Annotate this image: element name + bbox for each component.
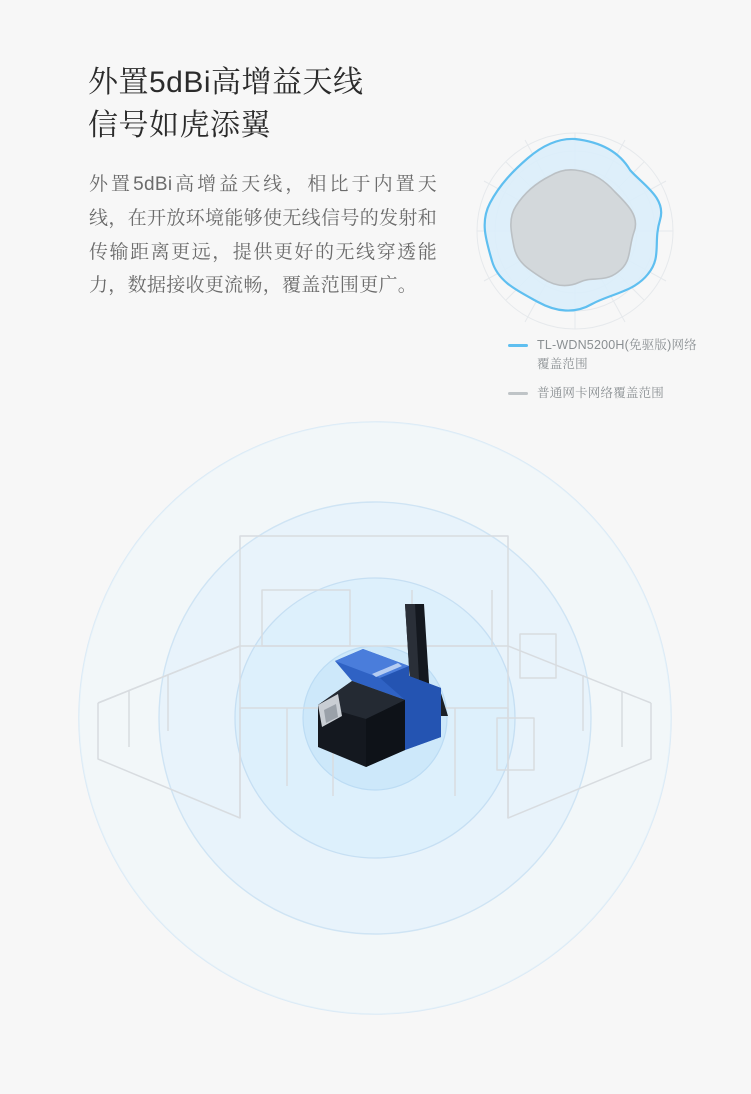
feature-description: 外置5dBi高增益天线，相比于内置天线，在开放环境能够使无线信号的发射和传输距离更远，提供更好的无线穿透能力，数据接收更流畅，覆盖范围更广。 [89,174,437,297]
coverage-radar-chart [470,126,680,336]
scene-svg [0,378,751,1094]
legend-item-product-label: TL-WDN5200H(免驱版)网络覆盖范围 [537,338,697,371]
page-title [88,62,364,147]
room-with-usb-adapter-and-signal-rings [0,378,751,1094]
page-title-line-2: 信号如虎添翼 [88,108,271,142]
coverage-radar-svg [470,126,680,336]
legend-item-ordinary-label: 普通网卡网络覆盖范围 [537,385,665,400]
legend-item-product [508,336,698,374]
page-title-line-1: 外置5dBi高增益天线 [88,66,364,99]
line-swatch-icon [508,344,528,347]
